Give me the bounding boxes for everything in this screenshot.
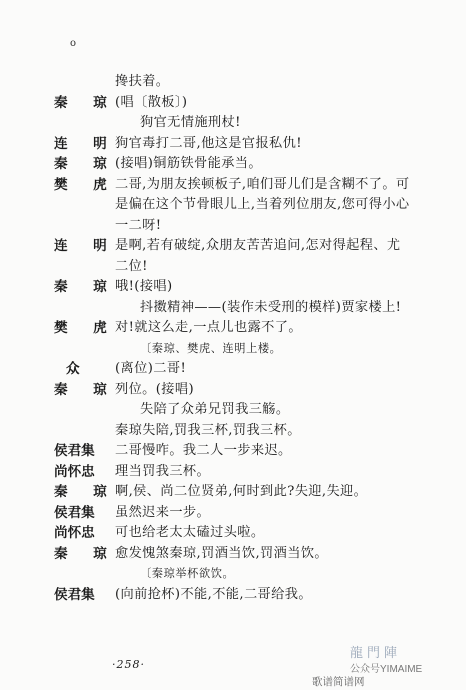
watermark-logo: 龍門陣 [350,646,402,661]
page-number: ·258· [112,658,145,671]
dialogue-text: 啊,侯、尚二位贤弟,何时到此?失迎,失迎。 [115,484,368,499]
stage-direction: 〔秦琼、樊虎、连明上楼。 [140,341,282,355]
dialogue-text: (离位)二哥! [115,361,187,376]
script-line [54,523,454,544]
script-line [54,482,454,503]
script-line [54,441,454,462]
dialogue-text: 是偏在这个节骨眼儿上,当着列位朋友,您可得小心 [115,197,410,212]
corner-mark: o [70,38,77,49]
script-line [54,564,454,585]
script-body [54,72,454,605]
script-line [54,298,454,319]
script-line [54,318,454,339]
speaker-name: 樊 虎 [54,320,113,336]
script-line [54,236,454,257]
script-line [54,154,454,175]
script-line [54,277,454,298]
script-line [54,339,454,360]
sung-line: 失陪了众弟兄罚我三觞。 [140,402,290,417]
dialogue-text: 二位! [115,258,148,274]
watermark-caption: 歌谱简谱网 [312,676,365,688]
dialogue-text: 二哥慢咋。我二人一步来迟。 [115,443,292,458]
dialogue-text: (向前抢杯)不能,不能,二哥给我。 [115,586,312,602]
dialogue-text: 哦!(接唱) [115,279,173,294]
dialogue-text: 二哥,为朋友挨顿板子,咱们哥儿们是含糊不了。可 [115,176,410,192]
script-line [54,195,454,216]
dialogue-text: (接唱)铜筋铁骨能承当。 [115,156,262,171]
dialogue-text: 列位。(接唱) [115,381,195,397]
speaker-name: 秦 琼 [54,279,113,295]
dialogue-text: 可也给老太太磕过头啦。 [115,525,265,540]
script-line [54,421,454,442]
dialogue-text: 虽然迟来一步。 [115,504,211,520]
script-line [54,93,454,114]
script-line [54,359,454,380]
script-line [54,544,454,565]
speaker-name: 秦 琼 [54,484,113,500]
script-line [54,257,454,278]
speaker-name: 秦 琼 [54,94,113,111]
script-line [54,113,454,134]
sung-line: 抖擞精神——(装作未受刑的模样)贾家楼上! [140,299,402,315]
stage-direction: 〔秦琼举杯欲饮。 [140,567,235,580]
dialogue-text: 是啊,若有破绽,众朋友苦苦追问,怎对得起程、尤 [115,238,401,253]
speaker-name: 侯君集 [54,443,95,459]
script-line [54,400,454,421]
dialogue-text: 对!就这么走,一点儿也露不了。 [115,320,302,335]
script-line [54,175,454,196]
speaker-name: 连 明 [54,238,113,254]
speaker-name: 尚怀忠 [54,525,95,541]
script-line [54,503,454,524]
script-line [54,380,454,401]
script-line [54,462,454,483]
speaker-name: 连 明 [54,135,113,152]
sung-line: 狗官无情施刑杖! [140,115,241,130]
script-line [54,72,454,93]
dialogue-text: 一二呀! [115,217,162,233]
speaker-name: 秦 琼 [54,156,113,172]
speaker-name: 秦 琼 [54,545,113,562]
watermark-site: 公众号YIMAIME [350,664,423,675]
script-line [54,216,454,237]
script-line [54,134,454,155]
script-line [54,585,454,606]
speaker-name: 樊 虎 [54,176,113,193]
dialogue-text: (唱〔散板〕) [115,94,188,110]
dialogue-text: 愈发愧煞秦琼,罚酒当饮,罚酒当饮。 [115,545,328,561]
speaker-name: 尚怀忠 [54,463,95,480]
speaker-name: 侯君集 [54,586,95,603]
dialogue-text: 理当罚我三杯。 [115,463,211,479]
speaker-name: 众 [66,361,86,377]
dialogue-text: 狗官毒打二哥,他这是官报私仇! [115,135,302,151]
speaker-name: 秦 琼 [54,381,113,398]
dialogue-text: 搀扶着。 [115,74,170,89]
dialogue-text: 秦琼失陪,罚我三杯,罚我三杯。 [115,422,301,438]
speaker-name: 侯君集 [54,504,95,521]
